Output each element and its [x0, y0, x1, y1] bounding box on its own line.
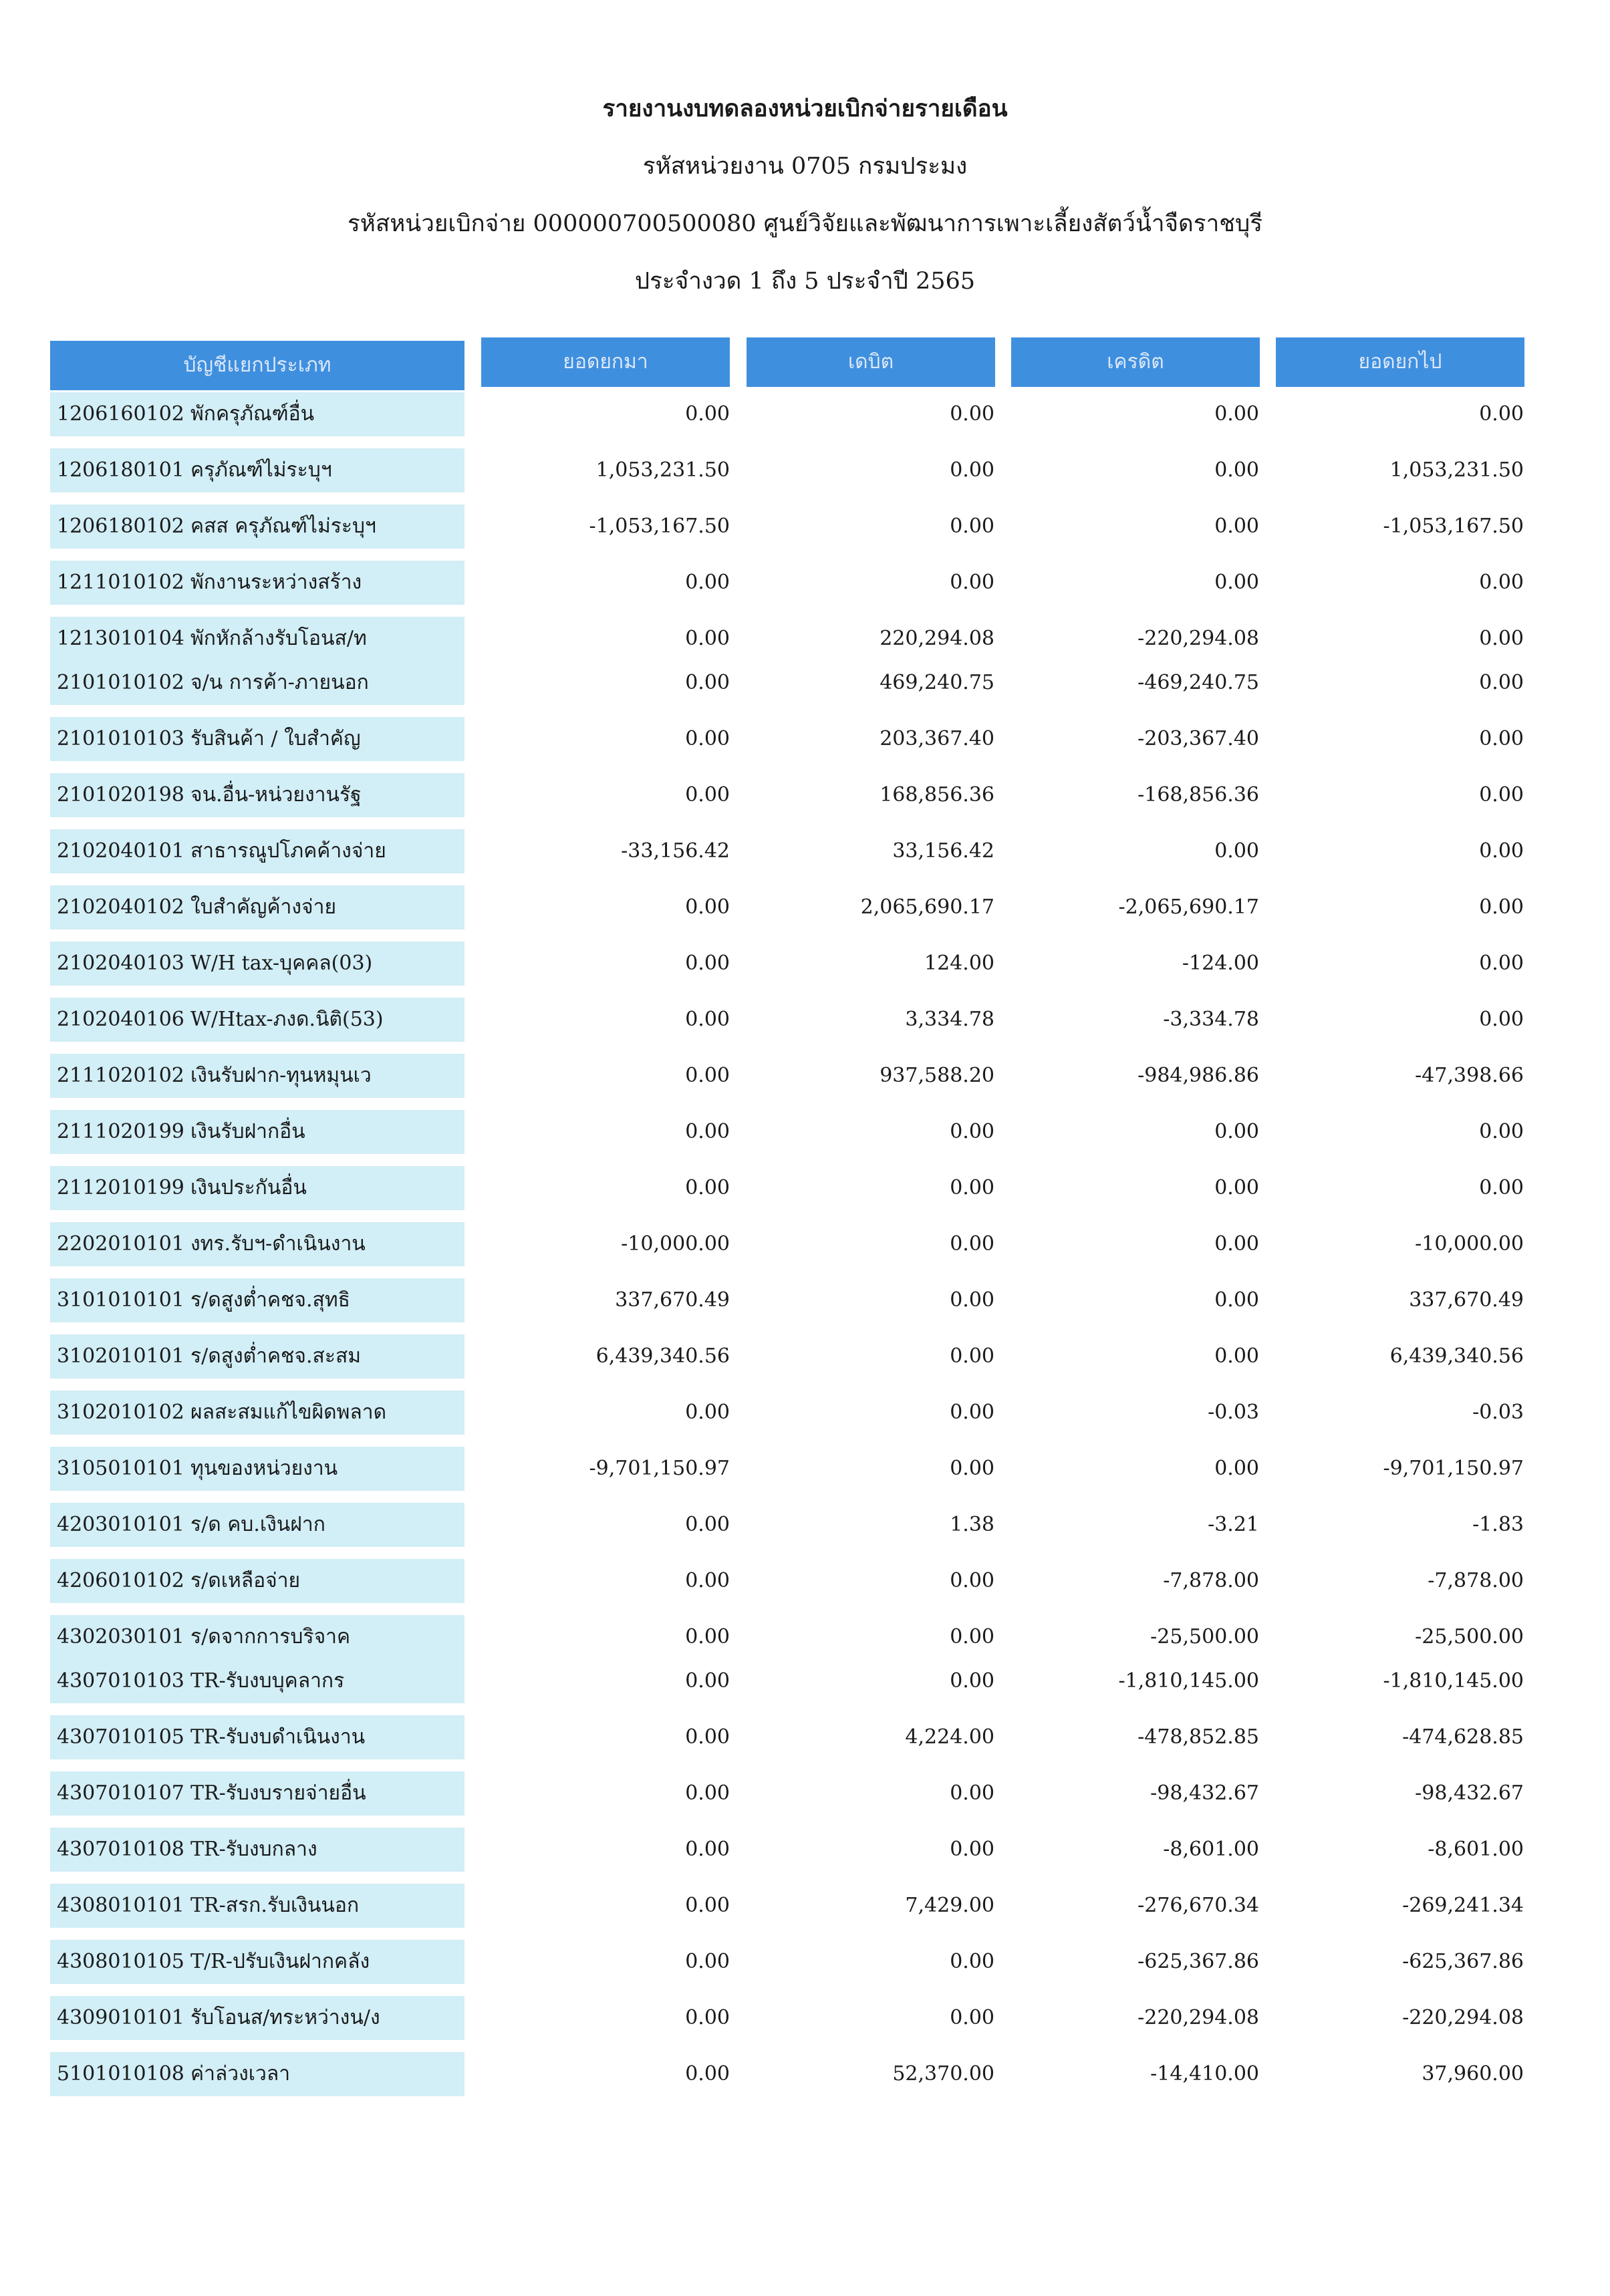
table-row [0, 1222, 1610, 1266]
credit-amount: -1,810,145.00 [1118, 1669, 1259, 1693]
account-name: TR-สรก.รับเงินนอก [190, 1894, 360, 1917]
closing-balance: -25,500.00 [1415, 1625, 1524, 1648]
account-cell [50, 561, 464, 605]
account-name: ร/ดเหลือจ่าย [190, 1569, 301, 1592]
debit-amount: 0.00 [950, 1838, 994, 1861]
debit-amount: 168,856.36 [880, 783, 994, 807]
disbursement-unit-line: รหัสหน่วยเบิกจ่าย 000000700500080 ศูนย์วิจัยและพัฒนาการเพาะเลี้ยงสัตว์น้ำจืดราชบุรี [347, 210, 1263, 237]
closing-balance: 0.00 [1479, 952, 1524, 975]
opening-balance: 1,053,231.50 [595, 458, 730, 482]
opening-balance: 0.00 [685, 402, 730, 426]
closing-balance: 0.00 [1479, 402, 1524, 426]
account-code: 1206180101 [57, 458, 184, 482]
account-name: W/H tax-บุคคล(03) [190, 952, 373, 975]
credit-amount: 0.00 [1214, 1344, 1259, 1368]
account-code: 4307010107 [57, 1781, 184, 1805]
opening-balance: 0.00 [685, 671, 730, 694]
account-code: 2102040101 [57, 839, 184, 863]
closing-balance: 0.00 [1479, 1120, 1524, 1143]
account-name: TR-รับงบรายจ่ายอื่น [190, 1781, 366, 1805]
account-code: 3102010101 [57, 1344, 184, 1368]
credit-amount: -625,367.86 [1137, 1950, 1259, 1973]
account-code: 1206160102 [57, 402, 184, 426]
account-code: 4308010101 [57, 1894, 184, 1917]
account-code: 4307010103 [57, 1669, 184, 1693]
debit-amount: 0.00 [950, 1288, 994, 1312]
column-header-opening: ยอดยกมา [481, 337, 730, 387]
debit-amount: 7,429.00 [905, 1894, 994, 1917]
account-name: รับสินค้า / ใบสำคัญ [190, 727, 361, 750]
table-row [0, 1884, 1610, 1928]
account-name: พักหักล้างรับโอนส/ท [190, 627, 367, 650]
account-cell [50, 661, 464, 705]
debit-amount: 0.00 [950, 1120, 994, 1143]
table-row [0, 1996, 1610, 2040]
table-row [0, 829, 1610, 873]
account-cell [50, 773, 464, 817]
closing-balance: -1,810,145.00 [1383, 1669, 1524, 1693]
closing-balance: -269,241.34 [1402, 1894, 1524, 1917]
credit-amount: -220,294.08 [1137, 627, 1259, 650]
table-row [0, 1391, 1610, 1435]
account-name: ค่าล่วงเวลา [190, 2062, 291, 2086]
table-row [0, 1771, 1610, 1816]
column-header-credit: เครดิต [1011, 337, 1260, 387]
credit-amount: -984,986.86 [1137, 1064, 1259, 1087]
account-code: 5101010108 [57, 2062, 184, 2086]
account-name: รับโอนส/ทระหว่างน/ง [190, 2006, 380, 2029]
table-row [0, 1447, 1610, 1491]
credit-amount: -2,065,690.17 [1118, 895, 1259, 919]
account-cell [50, 1278, 464, 1322]
credit-amount: 0.00 [1214, 515, 1259, 538]
credit-amount: 0.00 [1214, 1288, 1259, 1312]
account-cell [50, 1940, 464, 1984]
opening-balance: -33,156.42 [621, 839, 730, 863]
account-cell [50, 1615, 464, 1659]
table-row [0, 1334, 1610, 1379]
debit-amount: 203,367.40 [880, 727, 994, 750]
credit-amount: 0.00 [1214, 402, 1259, 426]
credit-amount: -14,410.00 [1150, 2062, 1259, 2086]
opening-balance: 0.00 [685, 1894, 730, 1917]
table-row [0, 392, 1610, 436]
opening-balance: -1,053,167.50 [589, 515, 730, 538]
account-code: 1206180102 [57, 515, 184, 538]
opening-balance: 0.00 [685, 1725, 730, 1749]
account-cell [50, 448, 464, 492]
account-code: 2101010103 [57, 727, 184, 750]
debit-amount: 0.00 [950, 1176, 994, 1199]
closing-balance: -9,701,150.97 [1383, 1457, 1524, 1480]
closing-balance: 0.00 [1479, 1176, 1524, 1199]
debit-amount: 0.00 [950, 1781, 994, 1805]
opening-balance: 0.00 [685, 1176, 730, 1199]
opening-balance: 0.00 [685, 1569, 730, 1592]
debit-amount: 2,065,690.17 [860, 895, 994, 919]
account-code: 2111020102 [57, 1064, 184, 1087]
debit-amount: 0.00 [950, 1669, 994, 1693]
account-name: จ/น การค้า-ภายนอก [190, 671, 369, 694]
opening-balance: 0.00 [685, 627, 730, 650]
account-code: 2202010101 [57, 1232, 184, 1256]
closing-balance: -47,398.66 [1415, 1064, 1524, 1087]
account-cell [50, 1054, 464, 1098]
opening-balance: 337,670.49 [615, 1288, 730, 1312]
closing-balance: 0.00 [1479, 571, 1524, 594]
opening-balance: 6,439,340.56 [595, 1344, 730, 1368]
debit-amount: 0.00 [950, 2006, 994, 2029]
table-row [0, 717, 1610, 761]
debit-amount: 3,334.78 [905, 1008, 994, 1031]
account-name: TR-รับงบดำเนินงาน [190, 1725, 366, 1749]
closing-balance: 0.00 [1479, 1008, 1524, 1031]
opening-balance: -9,701,150.97 [589, 1457, 730, 1480]
account-cell [50, 1559, 464, 1603]
account-name: T/R-ปรับเงินฝากคลัง [190, 1950, 370, 1973]
opening-balance: 0.00 [685, 952, 730, 975]
table-row [0, 1278, 1610, 1322]
account-code: 2101020198 [57, 783, 184, 807]
opening-balance: 0.00 [685, 1625, 730, 1648]
debit-amount: 4,224.00 [905, 1725, 994, 1749]
account-cell [50, 998, 464, 1042]
credit-amount: -168,856.36 [1137, 783, 1259, 807]
account-cell [50, 1659, 464, 1703]
debit-amount: 0.00 [950, 1232, 994, 1256]
debit-amount: 124.00 [924, 952, 994, 975]
account-cell [50, 1166, 464, 1210]
closing-balance: -474,628.85 [1402, 1725, 1524, 1749]
account-code: 4206010102 [57, 1569, 184, 1592]
debit-amount: 0.00 [950, 1457, 994, 1480]
table-row [0, 942, 1610, 986]
debit-amount: 0.00 [950, 1344, 994, 1368]
credit-amount: 0.00 [1214, 1232, 1259, 1256]
table-row [0, 1054, 1610, 1098]
closing-balance: 0.00 [1479, 627, 1524, 650]
debit-amount: 0.00 [950, 1950, 994, 1973]
table-row [0, 1828, 1610, 1872]
table-row [0, 1715, 1610, 1759]
account-cell [50, 1771, 464, 1816]
table-row [0, 1615, 1610, 1659]
closing-balance: 6,439,340.56 [1389, 1344, 1524, 1368]
closing-balance: -7,878.00 [1428, 1569, 1524, 1592]
agency-line: รหัสหน่วยงาน 0705 กรมประมง [642, 153, 968, 180]
table-row [0, 1940, 1610, 1984]
credit-amount: -0.03 [1208, 1401, 1259, 1424]
debit-amount: 1.38 [950, 1513, 994, 1536]
credit-amount: 0.00 [1214, 571, 1259, 594]
closing-balance: 337,670.49 [1409, 1288, 1524, 1312]
report-title: รายงานงบทดลองหน่วยเบิกจ่ายรายเดือน [602, 95, 1008, 122]
account-cell [50, 2052, 464, 2096]
account-cell [50, 1334, 464, 1379]
debit-amount: 52,370.00 [892, 2062, 994, 2086]
account-code: 4309010101 [57, 2006, 184, 2029]
credit-amount: -478,852.85 [1137, 1725, 1259, 1749]
account-code: 3105010101 [57, 1457, 184, 1480]
credit-amount: 0.00 [1214, 458, 1259, 482]
account-code: 4307010105 [57, 1725, 184, 1749]
debit-amount: 0.00 [950, 1625, 994, 1648]
credit-amount: -7,878.00 [1163, 1569, 1259, 1592]
table-row [0, 561, 1610, 605]
table-row [0, 617, 1610, 661]
account-code: 2111020199 [57, 1120, 184, 1143]
account-name: ใบสำคัญค้างจ่าย [190, 895, 337, 919]
account-name: งทร.รับฯ-ดำเนินงาน [190, 1232, 366, 1256]
table-row [0, 1559, 1610, 1603]
table-row [0, 661, 1610, 705]
debit-amount: 33,156.42 [892, 839, 994, 863]
account-code: 4308010105 [57, 1950, 184, 1973]
closing-balance: 37,960.00 [1422, 2062, 1524, 2086]
opening-balance: 0.00 [685, 1781, 730, 1805]
debit-amount: 220,294.08 [880, 627, 994, 650]
account-cell [50, 1884, 464, 1928]
account-name: เงินประกันอื่น [190, 1176, 307, 1199]
credit-amount: -98,432.67 [1150, 1781, 1259, 1805]
debit-amount: 0.00 [950, 402, 994, 426]
account-code: 3102010102 [57, 1401, 184, 1424]
account-cell [50, 829, 464, 873]
column-header-account: บัญชีแยกประเภท [50, 341, 464, 390]
account-code: 2112010199 [57, 1176, 184, 1199]
table-row [0, 1659, 1610, 1703]
credit-amount: 0.00 [1214, 1176, 1259, 1199]
credit-amount: -3.21 [1208, 1513, 1259, 1536]
account-name: ร/ดสูงต่ำคชจ.สุทธิ [190, 1288, 350, 1312]
account-name: ร/ด คบ.เงินฝาก [190, 1513, 325, 1536]
account-code: 2102040106 [57, 1008, 184, 1031]
column-header-debit: เดบิต [747, 337, 995, 387]
account-code: 2102040103 [57, 952, 184, 975]
credit-amount: -276,670.34 [1137, 1894, 1259, 1917]
closing-balance: 0.00 [1479, 671, 1524, 694]
account-name: ทุนของหน่วยงาน [190, 1457, 338, 1480]
account-cell [50, 885, 464, 929]
credit-amount: -203,367.40 [1137, 727, 1259, 750]
account-name: ครุภัณฑ์ไม่ระบุฯ [190, 458, 332, 482]
account-name: TR-รับงบกลาง [190, 1838, 317, 1861]
closing-balance: 1,053,231.50 [1389, 458, 1524, 482]
account-cell [50, 1996, 464, 2040]
account-name: คสส ครุภัณฑ์ไม่ระบุฯ [190, 515, 376, 538]
account-name: สาธารณูปโภคค้างจ่าย [190, 839, 386, 863]
account-name: TR-รับงบบุคลากร [190, 1669, 345, 1693]
opening-balance: 0.00 [685, 1008, 730, 1031]
opening-balance: 0.00 [685, 783, 730, 807]
closing-balance: 0.00 [1479, 839, 1524, 863]
account-cell [50, 1715, 464, 1759]
table-row [0, 773, 1610, 817]
opening-balance: 0.00 [685, 571, 730, 594]
closing-balance: -98,432.67 [1415, 1781, 1524, 1805]
debit-amount: 469,240.75 [880, 671, 994, 694]
account-name: จน.อื่น-หน่วยงานรัฐ [190, 783, 362, 807]
table-row [0, 998, 1610, 1042]
opening-balance: -10,000.00 [621, 1232, 730, 1256]
account-code: 1211010102 [57, 571, 184, 594]
account-code: 2102040102 [57, 895, 184, 919]
debit-amount: 0.00 [950, 458, 994, 482]
opening-balance: 0.00 [685, 1950, 730, 1973]
opening-balance: 0.00 [685, 1513, 730, 1536]
account-code: 1213010104 [57, 627, 184, 650]
table-row [0, 885, 1610, 929]
account-cell [50, 1222, 464, 1266]
account-name: พักครุภัณฑ์อื่น [190, 402, 315, 426]
credit-amount: -469,240.75 [1137, 671, 1259, 694]
closing-balance: -220,294.08 [1402, 2006, 1524, 2029]
account-cell [50, 392, 464, 436]
debit-amount: 937,588.20 [880, 1064, 994, 1087]
table-row [0, 2052, 1610, 2096]
account-cell [50, 1503, 464, 1547]
credit-amount: 0.00 [1214, 1120, 1259, 1143]
table-row [0, 1110, 1610, 1154]
table-row [0, 1503, 1610, 1547]
account-code: 4302030101 [57, 1625, 184, 1648]
opening-balance: 0.00 [685, 1669, 730, 1693]
table-row [0, 1166, 1610, 1210]
debit-amount: 0.00 [950, 1401, 994, 1424]
credit-amount: 0.00 [1214, 839, 1259, 863]
account-code: 4307010108 [57, 1838, 184, 1861]
account-name: ผลสะสมแก้ไขผิดพลาด [190, 1401, 387, 1424]
debit-amount: 0.00 [950, 571, 994, 594]
closing-balance: 0.00 [1479, 895, 1524, 919]
debit-amount: 0.00 [950, 1569, 994, 1592]
opening-balance: 0.00 [685, 2062, 730, 2086]
opening-balance: 0.00 [685, 1064, 730, 1087]
account-cell [50, 942, 464, 986]
credit-amount: 0.00 [1214, 1457, 1259, 1480]
period-line: ประจำงวด 1 ถึง 5 ประจำปี 2565 [634, 268, 976, 295]
closing-balance: -625,367.86 [1402, 1950, 1524, 1973]
account-name: เงินรับฝาก-ทุนหมุนเว [190, 1064, 372, 1087]
closing-balance: -1.83 [1472, 1513, 1524, 1536]
closing-balance: -1,053,167.50 [1383, 515, 1524, 538]
account-name: ร/ดสูงต่ำคชจ.สะสม [190, 1344, 362, 1368]
credit-amount: -220,294.08 [1137, 2006, 1259, 2029]
closing-balance: 0.00 [1479, 783, 1524, 807]
closing-balance: 0.00 [1479, 727, 1524, 750]
closing-balance: -8,601.00 [1428, 1838, 1524, 1861]
credit-amount: -25,500.00 [1150, 1625, 1259, 1648]
closing-balance: -10,000.00 [1415, 1232, 1524, 1256]
opening-balance: 0.00 [685, 1401, 730, 1424]
table-row [0, 505, 1610, 549]
credit-amount: -124.00 [1182, 952, 1259, 975]
opening-balance: 0.00 [685, 1120, 730, 1143]
account-code: 2101010102 [57, 671, 184, 694]
account-name: W/Htax-ภงด.นิติ(53) [190, 1008, 384, 1031]
account-cell [50, 1828, 464, 1872]
debit-amount: 0.00 [950, 515, 994, 538]
opening-balance: 0.00 [685, 2006, 730, 2029]
opening-balance: 0.00 [685, 727, 730, 750]
account-cell [50, 1447, 464, 1491]
account-name: ร/ดจากการบริจาค [190, 1625, 351, 1648]
credit-amount: -8,601.00 [1163, 1838, 1259, 1861]
column-header-closing: ยอดยกไป [1276, 337, 1524, 387]
account-name: เงินรับฝากอื่น [190, 1120, 305, 1143]
account-code: 3101010101 [57, 1288, 184, 1312]
closing-balance: -0.03 [1472, 1401, 1524, 1424]
opening-balance: 0.00 [685, 1838, 730, 1861]
table-row [0, 448, 1610, 492]
credit-amount: -3,334.78 [1163, 1008, 1259, 1031]
account-cell [50, 617, 464, 661]
account-cell [50, 1391, 464, 1435]
opening-balance: 0.00 [685, 895, 730, 919]
account-cell [50, 1110, 464, 1154]
account-name: พักงานระหว่างสร้าง [190, 571, 362, 594]
account-cell [50, 717, 464, 761]
account-code: 4203010101 [57, 1513, 184, 1536]
account-cell [50, 505, 464, 549]
